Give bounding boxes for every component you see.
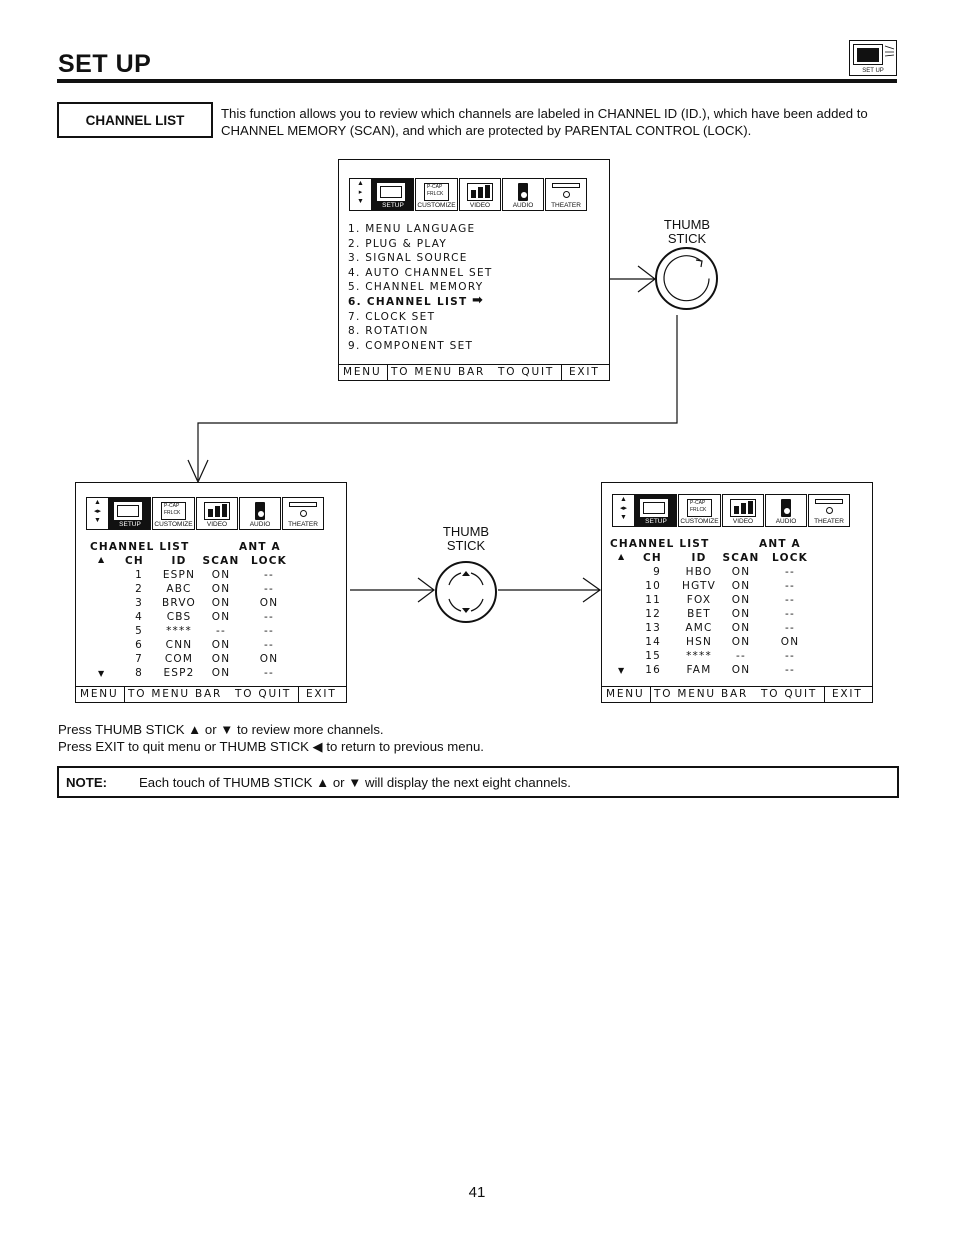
- thumb-stick-updown-icon: [435, 561, 497, 623]
- menu-item-plug-play[interactable]: 2. PLUG & PLAY: [348, 237, 448, 250]
- thumb-stick-icon: [655, 247, 718, 310]
- channel-id: CBS: [166, 611, 192, 623]
- tab-audio[interactable]: AUDIO: [765, 494, 807, 527]
- channel-id: ESPN: [162, 569, 196, 581]
- channel-table-1: [76, 541, 346, 681]
- channel-scan: ON: [731, 580, 751, 592]
- channel-lock: --: [785, 580, 795, 592]
- channel-lock: --: [785, 566, 795, 578]
- note-label: NOTE:: [66, 775, 108, 790]
- channel-lock: --: [264, 583, 274, 595]
- selected-arrow-icon: ➡: [472, 292, 485, 308]
- tab-nav-arrows[interactable]: ▲ ◂▸ ▼: [86, 497, 109, 530]
- channel-lock: --: [785, 664, 795, 676]
- channel-scan: ON: [211, 583, 231, 595]
- column-header-lock: LOCK: [251, 555, 287, 567]
- menu-item-channel-memory[interactable]: 5. CHANNEL MEMORY: [348, 281, 484, 294]
- channel-scan: ON: [731, 664, 751, 676]
- section-label: CHANNEL LIST: [85, 112, 185, 128]
- channel-number: 11: [645, 594, 661, 606]
- channel-id: CNN: [165, 639, 193, 651]
- channel-list-title: CHANNEL LIST: [610, 538, 710, 550]
- tab-video[interactable]: VIDEO: [722, 494, 764, 527]
- tab-video[interactable]: VIDEO: [459, 178, 501, 211]
- parental-lock-icon: P-CAP FRLCK: [161, 502, 186, 520]
- channel-id: AMC: [685, 622, 713, 634]
- footer-to-quit: TO QUIT: [498, 366, 555, 378]
- footer-menu-button[interactable]: MENU: [80, 688, 119, 700]
- channel-number: 16: [645, 664, 661, 676]
- channel-scan: --: [736, 650, 746, 662]
- footer-exit-button[interactable]: EXIT: [569, 366, 600, 378]
- antenna-label: ANT A: [759, 538, 801, 550]
- channel-id: HBO: [685, 566, 713, 578]
- channel-number: 3: [135, 597, 143, 609]
- channel-scan: ON: [211, 639, 231, 651]
- channel-lock: --: [264, 611, 274, 623]
- osd-footer: [76, 686, 346, 702]
- channel-id: COM: [164, 653, 194, 665]
- channel-number: 12: [645, 608, 661, 620]
- note-text: Each touch of THUMB STICK ▲ or ▼ will display the next eight channels.: [139, 775, 571, 790]
- parental-lock-icon: P-CAP FRLCK: [687, 499, 712, 517]
- channel-scan: ON: [731, 622, 751, 634]
- menu-item-rotation[interactable]: 8. ROTATION: [348, 325, 429, 338]
- setup-menu-list: [348, 222, 493, 353]
- speaker-icon: [781, 499, 791, 517]
- footer-to-menu-bar: TO MENU BAR: [654, 688, 749, 700]
- channel-list-screen-2: [601, 482, 873, 703]
- channel-number: 9: [653, 566, 661, 578]
- menu-tab-bar: [86, 497, 322, 530]
- tab-setup[interactable]: SETUP: [635, 494, 677, 527]
- setup-menu-screen: [338, 159, 610, 381]
- channel-number: 4: [135, 611, 143, 623]
- tab-customize[interactable]: P-CAP FRLCK CUSTOMIZE: [678, 494, 721, 527]
- channel-number: 2: [135, 583, 143, 595]
- menu-item-language[interactable]: 1. MENU LANGUAGE: [348, 223, 476, 235]
- column-header-id: ID: [171, 555, 187, 567]
- channel-lock: --: [264, 667, 274, 679]
- channel-table-2: [602, 538, 872, 678]
- thumb-stick-label-2: THUMB STICK: [442, 524, 490, 553]
- channel-scan: ON: [211, 597, 231, 609]
- channel-id: ESP2: [163, 667, 195, 679]
- footer-menu-button[interactable]: MENU: [343, 366, 382, 378]
- theater-icon: [815, 499, 843, 517]
- tab-customize[interactable]: P-CAP FRLCK CUSTOMIZE: [152, 497, 195, 530]
- menu-item-component-set[interactable]: 9. COMPONENT SET: [348, 339, 474, 352]
- tv-icon: [377, 183, 405, 201]
- note-box: [57, 766, 899, 798]
- tab-audio[interactable]: AUDIO: [239, 497, 281, 530]
- tab-theater[interactable]: THEATER: [808, 494, 850, 527]
- tab-nav-arrows[interactable]: ▲ ◂▸ ▼: [612, 494, 635, 527]
- column-header-ch: CH: [643, 552, 662, 564]
- scroll-down-icon[interactable]: ▼: [618, 666, 626, 675]
- channel-lock: --: [785, 622, 795, 634]
- tab-setup[interactable]: SETUP: [109, 497, 151, 530]
- channel-list-title: CHANNEL LIST: [90, 541, 190, 553]
- page-title: SET UP: [58, 50, 152, 78]
- channel-lock: --: [785, 594, 795, 606]
- channel-lock: ON: [259, 597, 279, 609]
- video-bars-icon: [204, 502, 230, 520]
- intro-description: This function allows you to review which channels are labeled in CHANNEL ID (ID.), which have been added to CHANNEL MEMORY (SCAN), and which are protected by PARENTAL CONTROL (LOCK).: [221, 106, 868, 138]
- channel-number: 7: [135, 653, 143, 665]
- channel-lock: --: [264, 625, 274, 637]
- tv-icon: [114, 502, 142, 520]
- footer-exit-button[interactable]: EXIT: [832, 688, 863, 700]
- tab-audio[interactable]: AUDIO: [502, 178, 544, 211]
- menu-item-auto-channel-set[interactable]: 4. AUTO CHANNEL SET: [348, 266, 493, 279]
- channel-lock: --: [785, 650, 795, 662]
- channel-scan: ON: [211, 667, 231, 679]
- channel-lock: ON: [780, 636, 800, 648]
- channel-id: FOX: [686, 594, 712, 606]
- tab-theater[interactable]: THEATER: [545, 178, 587, 211]
- footer-to-quit: TO QUIT: [235, 688, 292, 700]
- tab-customize[interactable]: P-CAP FRLCK CUSTOMIZE: [415, 178, 458, 211]
- instruction-line-2: Press EXIT to quit menu or THUMB STICK ◀ to return to previous menu.: [58, 739, 484, 754]
- channel-scan: ON: [731, 608, 751, 620]
- setup-icon-label: SET UP: [862, 68, 884, 74]
- channel-id: HSN: [685, 636, 712, 648]
- footer-to-quit: TO QUIT: [761, 688, 818, 700]
- speaker-icon: [518, 183, 528, 201]
- column-header-lock: LOCK: [772, 552, 808, 564]
- tv-icon: [640, 499, 668, 517]
- tab-theater[interactable]: THEATER: [282, 497, 324, 530]
- channel-lock: --: [785, 608, 795, 620]
- footer-menu-button[interactable]: MENU: [606, 688, 645, 700]
- channel-scan: ON: [211, 611, 231, 623]
- video-bars-icon: [730, 499, 756, 517]
- channel-number: 13: [645, 622, 661, 634]
- theater-icon: [289, 502, 317, 520]
- page-number: 41: [468, 1184, 486, 1201]
- channel-id: BRVO: [162, 597, 196, 609]
- channel-scan: ON: [731, 636, 751, 648]
- instruction-line-1: Press THUMB STICK ▲ or ▼ to review more channels.: [58, 722, 384, 737]
- menu-item-channel-list[interactable]: 6. CHANNEL LIST ➡: [348, 292, 485, 308]
- channel-id: BET: [687, 608, 711, 620]
- column-header-scan: SCAN: [202, 555, 240, 567]
- thumb-stick-label: THUMB STICK: [663, 217, 711, 246]
- osd-footer: [339, 364, 609, 380]
- channel-lock: --: [264, 639, 274, 651]
- channel-scan: ON: [731, 594, 751, 606]
- channel-scan: --: [216, 625, 226, 637]
- menu-item-clock-set[interactable]: 7. CLOCK SET: [348, 310, 436, 323]
- footer-to-menu-bar: TO MENU BAR: [391, 366, 486, 378]
- footer-exit-button[interactable]: EXIT: [306, 688, 337, 700]
- scroll-down-icon[interactable]: ▼: [98, 669, 106, 678]
- channel-id: FAM: [686, 664, 712, 676]
- tab-setup[interactable]: SETUP: [372, 178, 414, 211]
- channel-list-screen-1: [75, 482, 347, 703]
- channel-scan: ON: [211, 569, 231, 581]
- column-header-id: ID: [691, 552, 707, 564]
- column-header-ch: CH: [125, 555, 144, 567]
- channel-id: HGTV: [681, 580, 717, 592]
- channel-id: ****: [166, 625, 192, 637]
- theater-icon: [552, 183, 580, 201]
- menu-item-signal-source[interactable]: 3. SIGNAL SOURCE: [348, 252, 468, 265]
- channel-number: 6: [135, 639, 143, 651]
- channel-lock: --: [264, 569, 274, 581]
- channel-number: 15: [645, 650, 661, 662]
- menu-tab-bar: [612, 494, 848, 527]
- video-bars-icon: [467, 183, 493, 201]
- scroll-up-icon[interactable]: ▲: [618, 552, 626, 561]
- footer-to-menu-bar: TO MENU BAR: [128, 688, 223, 700]
- tab-nav-arrows[interactable]: ▲ ▸ ▼: [349, 178, 372, 211]
- scroll-up-icon[interactable]: ▲: [98, 555, 106, 564]
- column-header-scan: SCAN: [722, 552, 760, 564]
- channel-id: ****: [686, 650, 712, 662]
- osd-footer: [602, 686, 872, 702]
- menu-tab-bar: [349, 178, 585, 211]
- speaker-icon: [255, 502, 265, 520]
- channel-id: ABC: [166, 583, 192, 595]
- channel-number: 14: [645, 636, 661, 648]
- channel-lock: ON: [259, 653, 279, 665]
- antenna-label: ANT A: [239, 541, 281, 553]
- tab-video[interactable]: VIDEO: [196, 497, 238, 530]
- channel-number: 5: [135, 625, 143, 637]
- channel-number: 1: [135, 569, 143, 581]
- parental-lock-icon: P-CAP FRLCK: [424, 183, 449, 201]
- channel-number: 8: [135, 667, 143, 679]
- channel-number: 10: [645, 580, 661, 592]
- channel-scan: ON: [731, 566, 751, 578]
- channel-scan: ON: [211, 653, 231, 665]
